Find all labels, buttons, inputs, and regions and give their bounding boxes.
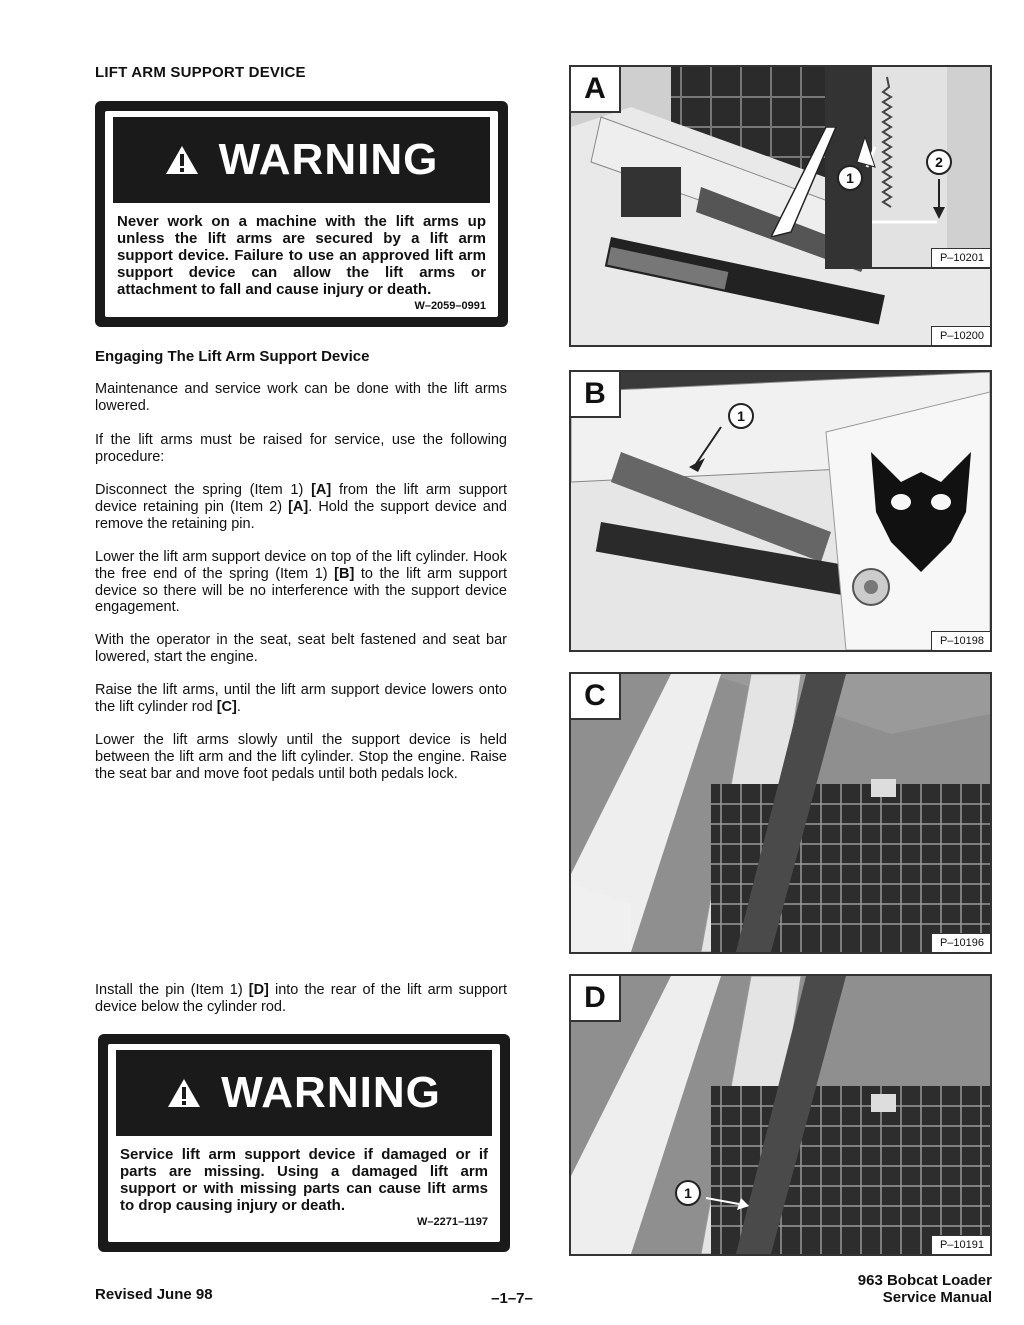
callout-1: 1 (675, 1180, 701, 1206)
figure-code: P–10200 (931, 326, 990, 345)
figure-d-illustration (571, 976, 990, 1254)
subsection-title: Engaging The Lift Arm Support Device (95, 348, 370, 365)
text-run: to the lift arm support device so there will be no interference with the support device engagement. (95, 565, 507, 616)
paragraph-raise-lift-arms (95, 682, 507, 716)
warning-text: Never work on a machine with the lift arms up unless the lift arms are secured by a lift arm support device. Failure to use an approved lift arm support device can allow the lift arms or attachment to fall and cause injury or death. (117, 213, 486, 298)
text-run: from the lift arm support device retaining pin (Item 2) (95, 482, 507, 515)
warning-triangle-icon (167, 1078, 201, 1108)
paragraph-lower-device (95, 549, 507, 616)
figure-b-photo (569, 370, 992, 652)
text-run: . Hold the support device and remove the retaining pin. (95, 498, 507, 532)
warning-box-damaged-device (98, 1034, 510, 1252)
figure-ref: [A] (288, 498, 309, 515)
callout-1: 1 (728, 403, 754, 429)
callout-1: 1 (837, 165, 863, 191)
figure-d-photo (569, 974, 992, 1256)
warning-banner (113, 117, 490, 203)
warning-title: WARNING (218, 135, 439, 184)
paragraph-raised-procedure: If the lift arms must be raised for service, use the following procedure: (95, 432, 507, 465)
text-run: into the rear of the lift arm support device below the cylinder rod. (95, 982, 507, 1015)
figure-ref: [A] (311, 482, 332, 498)
section-title: LIFT ARM SUPPORT DEVICE (95, 64, 306, 81)
figure-inset-code: P–10201 (931, 248, 990, 267)
warning-code: W–2059–0991 (414, 300, 486, 312)
text-run: Disconnect the spring (Item 1) (95, 482, 312, 498)
warning-triangle-icon (165, 145, 199, 175)
page-number: –1–7– (491, 1290, 533, 1307)
figure-ref: [D] (248, 982, 269, 998)
figure-ref: [C] (216, 698, 237, 715)
paragraph-maintenance: Maintenance and service work can be done with the lift arms lowered. (95, 381, 507, 414)
warning-title: WARNING (221, 1068, 441, 1117)
warning-box-inner (108, 1044, 500, 1242)
text-run: Lower the lift arm support device on top of the lift cylinder. Hook the free end of the spring (Item 1) (95, 549, 507, 582)
figure-letter: D (571, 976, 621, 1022)
warning-code: W–2271–1197 (417, 1216, 488, 1228)
figure-c-photo (569, 672, 992, 954)
figure-c-illustration (571, 674, 990, 952)
figure-code: P–10198 (931, 631, 990, 650)
paragraph-disconnect-spring (95, 482, 507, 532)
figure-letter: A (571, 67, 621, 113)
footer-manual-line2: Service Manual (882, 1289, 992, 1306)
text-run: Install the pin (Item 1) (95, 982, 249, 998)
figure-b-illustration (571, 372, 990, 650)
warning-banner (116, 1050, 492, 1136)
footer-manual-title (858, 1272, 992, 1306)
warning-text: Service lift arm support device if damaged or if parts are missing. Using a damaged lift arm support or with missing parts can cause lift arms to drop causing injury or death. (120, 1146, 488, 1214)
figure-letter: C (571, 674, 621, 720)
warning-box-lift-arms (95, 101, 508, 327)
figure-letter: B (571, 372, 621, 418)
callout-2: 2 (926, 149, 952, 175)
paragraph-install-pin (95, 982, 507, 1016)
text-run: Raise the lift arms, until the lift arm support device lowers onto the lift cylinder rod (95, 682, 507, 715)
warning-box-inner (105, 111, 498, 317)
text-run: . (236, 698, 241, 715)
paragraph-lower-slowly: Lower the lift arms slowly until the support device is held between the lift arm and the lift cylinder. Stop the engine. Raise the seat bar and move foot pedals until both pedals lock. (95, 732, 507, 782)
footer-revision: Revised June 98 (95, 1286, 213, 1303)
paragraph-start-engine: With the operator in the seat, seat belt fastened and seat bar lowered, start the engine. (95, 632, 507, 665)
footer-manual-line1: 963 Bobcat Loader (857, 1272, 992, 1289)
figure-a-photo (569, 65, 992, 347)
figure-ref: [B] (334, 565, 355, 582)
figure-code: P–10191 (931, 1235, 990, 1254)
figure-code: P–10196 (931, 933, 990, 952)
